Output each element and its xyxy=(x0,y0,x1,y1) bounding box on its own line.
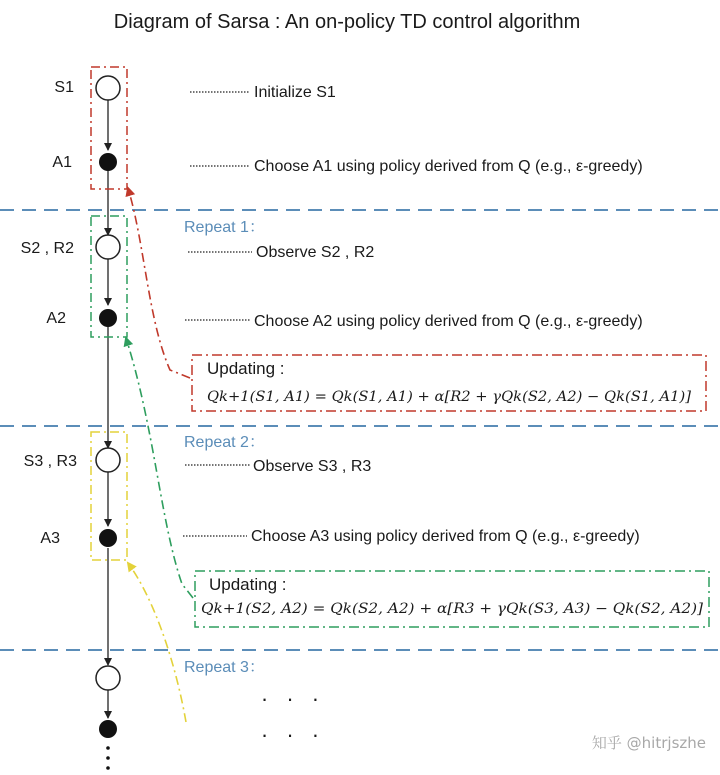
state-node-s3 xyxy=(96,448,120,472)
node-label-a2: A2 xyxy=(46,310,66,327)
node-label-s3: S3 , R3 xyxy=(23,453,77,470)
update-formula-2: Qk+1(S2, A2) = Qk(S2, A2) + α[R3 + γQk(S3, A3) − Qk(S2, A2)] xyxy=(201,601,704,617)
action-node-a1 xyxy=(99,153,117,171)
update-title-1: Updating : xyxy=(207,359,285,378)
step-choose-a3: Choose A3 using policy derived from Q (e.g., ε-greedy) xyxy=(251,528,640,545)
action-node-a4 xyxy=(99,720,117,738)
state-node-s1 xyxy=(96,76,120,100)
continuation-dot xyxy=(106,766,110,770)
green-feedback-arrow xyxy=(126,338,193,598)
ellipsis-row-2: · · · xyxy=(260,722,326,747)
red-feedback-arrow xyxy=(128,188,190,378)
watermark-text: 知乎 @hitrjszhe xyxy=(591,734,706,752)
repeat-label-3: Repeat 3： xyxy=(184,659,265,676)
yellow-feedback-arrow xyxy=(128,563,186,722)
action-node-a2 xyxy=(99,309,117,327)
repeat-label-2: Repeat 2： xyxy=(184,434,265,451)
node-label-s2: S2 , R2 xyxy=(20,240,74,257)
step-observe-s2: Observe S2 , R2 xyxy=(256,244,375,261)
diagram-title: Diagram of Sarsa : An on-policy TD control algorithm xyxy=(113,11,581,33)
update-title-2: Updating : xyxy=(209,575,287,594)
step-choose-a1: Choose A1 using policy derived from Q (e.g., ε-greedy) xyxy=(254,158,643,175)
ellipsis-row-1: · · · xyxy=(260,686,326,711)
continuation-dot xyxy=(106,756,110,760)
node-label-a3: A3 xyxy=(40,530,60,547)
state-node-s2 xyxy=(96,235,120,259)
node-label-s1: S1 xyxy=(54,79,74,96)
action-node-a3 xyxy=(99,529,117,547)
repeat-label-1: Repeat 1： xyxy=(184,219,265,236)
node-label-a1: A1 xyxy=(52,154,72,171)
continuation-dot xyxy=(106,746,110,750)
step-init-s1: Initialize S1 xyxy=(254,84,336,101)
step-choose-a2: Choose A2 using policy derived from Q (e.g., ε-greedy) xyxy=(254,313,643,330)
state-node-s4 xyxy=(96,666,120,690)
update-formula-1: Qk+1(S1, A1) = Qk(S1, A1) + α[R2 + γQk(S2, A2) − Qk(S1, A1)] xyxy=(207,389,692,405)
step-observe-s3: Observe S3 , R3 xyxy=(253,458,372,475)
